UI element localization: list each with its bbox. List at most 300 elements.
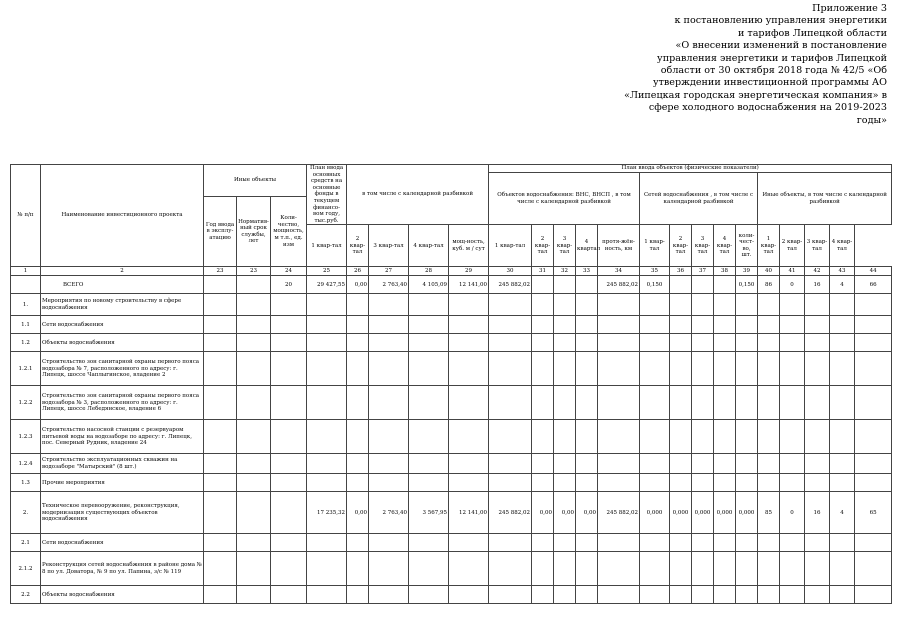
column-number: 41 <box>780 267 805 276</box>
table-cell: 2 763,40 <box>369 276 409 294</box>
header-year: Год ввода в эксплу-атацию <box>204 197 237 267</box>
column-number: 35 <box>640 267 670 276</box>
table-cell: 65 <box>855 492 892 534</box>
column-number: 25 <box>307 267 347 276</box>
table-cell <box>369 552 409 586</box>
table-cell <box>736 474 758 492</box>
table-cell <box>409 316 449 334</box>
table-cell <box>805 420 830 454</box>
table-cell <box>576 474 598 492</box>
table-cell <box>409 454 449 474</box>
table-cell <box>855 352 892 386</box>
table-cell: 4 <box>830 276 855 294</box>
table-cell <box>532 474 554 492</box>
header-q4b: 4 квартал <box>576 225 598 267</box>
header-q2c: 2 квар-тал <box>670 225 692 267</box>
column-number: 23 <box>204 267 237 276</box>
table-cell <box>805 294 830 316</box>
investment-table <box>10 164 892 604</box>
table-row <box>11 276 892 294</box>
table-cell <box>576 534 598 552</box>
table-cell <box>692 386 714 420</box>
table-cell <box>830 454 855 474</box>
row-number: 2.2 <box>11 586 41 604</box>
table-cell <box>347 534 369 552</box>
table-cell <box>449 420 489 454</box>
table-cell <box>640 386 670 420</box>
table-cell <box>670 474 692 492</box>
table-cell <box>805 552 830 586</box>
table-cell <box>409 334 449 352</box>
project-name: Техническое перевооружение, реконструкция, модернизация существующих объектов водоснабжения <box>41 492 204 534</box>
table-cell <box>271 420 307 454</box>
column-number: 38 <box>714 267 736 276</box>
table-cell <box>347 420 369 454</box>
table-cell <box>805 334 830 352</box>
table-cell <box>409 386 449 420</box>
table-cell <box>714 454 736 474</box>
table-row <box>11 334 892 352</box>
table-cell <box>237 420 271 454</box>
project-name: Строительство зон санитарной охраны первого пояса водозабора № 7, расположенного по адресу: г. Липецк, шоссе Чаплыгинское, владение 2 <box>41 352 204 386</box>
table-cell: 85 <box>758 492 780 534</box>
table-cell <box>830 420 855 454</box>
table-cell <box>640 552 670 586</box>
table-cell <box>598 454 640 474</box>
table-cell <box>347 552 369 586</box>
table-cell <box>736 420 758 454</box>
header-service: Норматив-ный срок службы, лет <box>237 197 271 267</box>
table-cell <box>640 586 670 604</box>
table-row <box>11 454 892 474</box>
table-row <box>11 534 892 552</box>
table-cell <box>855 334 892 352</box>
column-number: 34 <box>598 267 640 276</box>
table-cell <box>532 294 554 316</box>
table-row <box>11 316 892 334</box>
column-number: 32 <box>554 267 576 276</box>
table-cell <box>237 294 271 316</box>
table-cell <box>830 386 855 420</box>
table-cell: 12 141,00 <box>449 492 489 534</box>
table-cell <box>640 454 670 474</box>
table-cell <box>780 474 805 492</box>
table-cell <box>830 552 855 586</box>
table-cell <box>830 316 855 334</box>
row-number: 1. <box>11 294 41 316</box>
table-cell <box>855 534 892 552</box>
table-cell <box>409 294 449 316</box>
table-cell <box>576 386 598 420</box>
table-cell <box>670 316 692 334</box>
table-cell <box>758 534 780 552</box>
table-cell <box>576 552 598 586</box>
column-number: 36 <box>670 267 692 276</box>
table-cell <box>714 294 736 316</box>
table-cell <box>449 294 489 316</box>
table-cell <box>489 474 532 492</box>
table-cell <box>670 276 692 294</box>
header-line: «О внесении изменений в постановление <box>675 40 887 52</box>
table-cell <box>554 454 576 474</box>
table-cell <box>714 276 736 294</box>
table-cell <box>780 534 805 552</box>
project-name: Сети водоснабжения <box>41 316 204 334</box>
table-cell <box>805 474 830 492</box>
table-cell <box>237 552 271 586</box>
project-name: Сети водоснабжения <box>41 534 204 552</box>
table-cell <box>692 294 714 316</box>
table-cell: 0,000 <box>736 492 758 534</box>
table-cell <box>271 334 307 352</box>
table-cell <box>369 586 409 604</box>
table-cell <box>532 334 554 352</box>
column-number: 44 <box>855 267 892 276</box>
table-cell <box>554 586 576 604</box>
table-cell <box>307 586 347 604</box>
table-cell <box>758 294 780 316</box>
header-q3b: 3 квар-тал <box>554 225 576 267</box>
table-cell: 0,00 <box>532 492 554 534</box>
table-cell <box>692 586 714 604</box>
table-row <box>11 474 892 492</box>
header-plan-funds: План ввода основных средств на основные фонды в текущем финансо-вом году, тыс.руб. <box>307 165 347 225</box>
table-cell <box>271 492 307 534</box>
table-cell <box>670 386 692 420</box>
table-cell <box>830 474 855 492</box>
table-cell <box>204 552 237 586</box>
table-cell <box>670 454 692 474</box>
column-number: 27 <box>369 267 409 276</box>
table-cell <box>204 534 237 552</box>
table-cell <box>489 454 532 474</box>
table-cell <box>204 454 237 474</box>
table-cell <box>307 420 347 454</box>
table-cell: 0,000 <box>670 492 692 534</box>
table-cell <box>489 420 532 454</box>
table-cell <box>736 334 758 352</box>
table-cell <box>640 352 670 386</box>
table-cell <box>736 316 758 334</box>
table-cell <box>758 386 780 420</box>
table-cell <box>554 352 576 386</box>
table-cell <box>347 334 369 352</box>
table-cell <box>347 316 369 334</box>
row-number: 2.1 <box>11 534 41 552</box>
table-cell <box>758 454 780 474</box>
header-calendar: в том числе с календарной разбивкой <box>347 165 489 225</box>
header-q3: 3 квар-тал <box>369 225 409 267</box>
header-line: управления энергетики и тарифов Липецкой <box>657 52 887 64</box>
table-cell: 245 882,02 <box>598 492 640 534</box>
table-cell <box>237 474 271 492</box>
header-nets: Сетей водоснабжения , в том числе с календарной разбивкой <box>640 173 758 225</box>
table-cell <box>780 454 805 474</box>
table-cell <box>714 316 736 334</box>
table-cell <box>576 334 598 352</box>
column-number: 23 <box>237 267 271 276</box>
column-number: 39 <box>736 267 758 276</box>
table-cell <box>830 334 855 352</box>
header-num: № п/п <box>11 165 41 267</box>
table-cell <box>640 534 670 552</box>
table-cell <box>204 474 237 492</box>
table-cell <box>237 276 271 294</box>
column-number: 31 <box>532 267 554 276</box>
table-cell <box>271 294 307 316</box>
table-cell <box>347 474 369 492</box>
column-number: 2 <box>41 267 204 276</box>
table-cell <box>554 316 576 334</box>
table-cell <box>307 334 347 352</box>
header-q1: 1 квар-тал <box>307 225 347 267</box>
table-cell <box>805 386 830 420</box>
table-cell <box>714 586 736 604</box>
table-cell <box>736 586 758 604</box>
table-cell <box>780 552 805 586</box>
table-cell <box>598 386 640 420</box>
row-number: 1.2 <box>11 334 41 352</box>
table-cell <box>714 534 736 552</box>
table-cell: 245 882,02 <box>598 276 640 294</box>
table-cell <box>830 586 855 604</box>
table-cell <box>307 386 347 420</box>
header-line: к постановлению управления энергетики <box>674 15 887 27</box>
row-number: 2. <box>11 492 41 534</box>
table-cell <box>554 474 576 492</box>
table-cell: 0 <box>780 276 805 294</box>
row-number: 1.2.3 <box>11 420 41 454</box>
table-cell <box>598 534 640 552</box>
table-cell <box>369 294 409 316</box>
table-cell <box>237 316 271 334</box>
table-cell: 0 <box>780 492 805 534</box>
table-cell: 4 105,09 <box>409 276 449 294</box>
table-cell <box>204 386 237 420</box>
row-number: 1.2.1 <box>11 352 41 386</box>
row-number: 1.3 <box>11 474 41 492</box>
header-line: Приложение 3 <box>812 3 887 14</box>
table-cell <box>237 454 271 474</box>
table-cell <box>237 492 271 534</box>
table-cell <box>554 334 576 352</box>
table-cell <box>347 586 369 604</box>
table-cell: 0,150 <box>736 276 758 294</box>
table-cell <box>449 454 489 474</box>
table-cell <box>489 534 532 552</box>
table-cell <box>237 534 271 552</box>
header-q2b: 2 квар-тал <box>532 225 554 267</box>
table-row <box>11 294 892 316</box>
table-row <box>11 552 892 586</box>
table-cell <box>369 316 409 334</box>
table-cell <box>640 294 670 316</box>
table-cell: 0,00 <box>554 492 576 534</box>
table-cell <box>692 352 714 386</box>
table-cell <box>692 534 714 552</box>
table-cell <box>449 474 489 492</box>
table-cell <box>598 420 640 454</box>
table-cell: 0,000 <box>640 492 670 534</box>
table-cell: 12 141,00 <box>449 276 489 294</box>
table-cell: 2 763,40 <box>369 492 409 534</box>
table-cell <box>736 352 758 386</box>
table-cell <box>271 352 307 386</box>
table-cell <box>204 334 237 352</box>
table-cell <box>489 552 532 586</box>
table-row <box>11 352 892 386</box>
column-number: 33 <box>576 267 598 276</box>
table-cell: 20 <box>271 276 307 294</box>
table-cell <box>576 294 598 316</box>
table-cell <box>670 334 692 352</box>
table-cell: 0,00 <box>347 276 369 294</box>
table-cell <box>855 316 892 334</box>
table-cell <box>576 454 598 474</box>
table-cell <box>830 534 855 552</box>
table-cell <box>805 352 830 386</box>
table-cell <box>449 552 489 586</box>
header-name: Наименование инвестиционного проекта <box>41 165 204 267</box>
project-name: Строительство насосной станции с резервуаром питьевой воды на водозаборе по адресу: г. Липецк, пос. Северный Рудник, владение 24 <box>41 420 204 454</box>
table-cell <box>670 352 692 386</box>
header-line: сфере холодного водоснабжения на 2019-2023 <box>648 102 887 114</box>
table-cell <box>409 552 449 586</box>
table-cell <box>758 334 780 352</box>
row-number: 1.1 <box>11 316 41 334</box>
table-cell <box>714 420 736 454</box>
table-cell <box>714 474 736 492</box>
table-cell <box>714 386 736 420</box>
table-cell <box>449 534 489 552</box>
table-cell <box>692 316 714 334</box>
table-cell <box>714 552 736 586</box>
table-cell <box>780 316 805 334</box>
table-cell <box>271 474 307 492</box>
header-qty: Коли-чество, мощность, м т.п., ед. изм <box>271 197 307 267</box>
table-cell <box>307 316 347 334</box>
table-cell <box>204 586 237 604</box>
table-cell: 0,150 <box>640 276 670 294</box>
table-cell <box>640 420 670 454</box>
column-number: 40 <box>758 267 780 276</box>
table-cell: 16 <box>805 276 830 294</box>
table-cell <box>347 352 369 386</box>
table-cell <box>780 420 805 454</box>
table-cell <box>532 552 554 586</box>
table-cell <box>598 552 640 586</box>
table-cell <box>554 552 576 586</box>
table-cell <box>670 294 692 316</box>
header-q4d: 4 квар-тал <box>830 225 855 267</box>
table-cell <box>576 420 598 454</box>
table-cell <box>780 352 805 386</box>
table-cell: 3 567,95 <box>409 492 449 534</box>
header-line: утверждении инвестиционной программы АО <box>652 77 887 89</box>
project-name: Объекты водоснабжения <box>41 586 204 604</box>
table-cell <box>670 420 692 454</box>
table-cell <box>369 474 409 492</box>
table-cell <box>271 316 307 334</box>
header-water-objects: Объектов водоснабжения: ВНС, ВНСП , в том числе с календарной разбивкой <box>489 173 640 225</box>
header-q1d: 1 квар-тал <box>758 225 780 267</box>
table-cell <box>271 454 307 474</box>
table-cell <box>237 334 271 352</box>
header-line: области от 30 октября 2018 года № 42/5 «Об <box>660 65 887 77</box>
table-cell <box>347 454 369 474</box>
table-cell <box>758 586 780 604</box>
table-cell <box>369 420 409 454</box>
header-q3d: 3 квар-тал <box>805 225 830 267</box>
table-cell <box>369 534 409 552</box>
table-cell <box>714 334 736 352</box>
table-cell <box>758 552 780 586</box>
table-cell: 17 235,32 <box>307 492 347 534</box>
table-row <box>11 386 892 420</box>
table-cell <box>554 294 576 316</box>
table-cell <box>554 386 576 420</box>
table-cell <box>758 352 780 386</box>
table-cell <box>237 586 271 604</box>
table-cell <box>576 586 598 604</box>
table-cell <box>532 386 554 420</box>
table-cell <box>758 474 780 492</box>
table-cell <box>409 586 449 604</box>
table-cell <box>449 334 489 352</box>
column-number-row <box>11 267 892 276</box>
table-cell <box>554 276 576 294</box>
header-q4: 4 квар-тал <box>409 225 449 267</box>
column-number: 24 <box>271 267 307 276</box>
table-cell <box>855 474 892 492</box>
table-cell <box>271 552 307 586</box>
column-number: 37 <box>692 267 714 276</box>
table-cell <box>692 420 714 454</box>
table-cell <box>576 352 598 386</box>
table-cell: 0,000 <box>714 492 736 534</box>
table-cell <box>532 352 554 386</box>
table-cell <box>805 316 830 334</box>
header-line: и тарифов Липецкой области <box>737 27 887 39</box>
project-name: Строительство эксплуатационных скважин на водозаборе "Матырский" (8 шт.) <box>41 454 204 474</box>
table-cell <box>554 534 576 552</box>
table-cell <box>204 276 237 294</box>
table-cell <box>271 386 307 420</box>
table-cell <box>598 586 640 604</box>
column-number: 43 <box>830 267 855 276</box>
table-cell <box>780 586 805 604</box>
table-cell <box>805 454 830 474</box>
table-cell <box>532 454 554 474</box>
table-cell <box>204 316 237 334</box>
row-number <box>11 276 41 294</box>
table-cell <box>805 586 830 604</box>
table-cell <box>758 316 780 334</box>
table-cell <box>736 534 758 552</box>
table-cell <box>830 294 855 316</box>
table-cell <box>830 352 855 386</box>
table-cell <box>369 454 409 474</box>
table-cell <box>780 334 805 352</box>
table-cell: 66 <box>855 276 892 294</box>
table-cell <box>692 334 714 352</box>
table-cell <box>532 420 554 454</box>
table-cell <box>670 552 692 586</box>
table-cell <box>271 534 307 552</box>
table-cell <box>489 352 532 386</box>
table-cell <box>598 352 640 386</box>
table-cell <box>670 586 692 604</box>
